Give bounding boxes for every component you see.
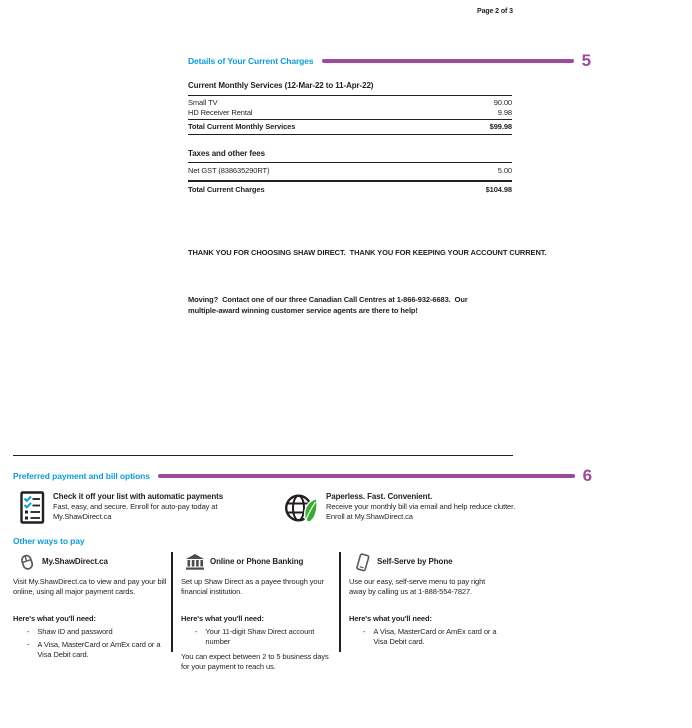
need-block (181, 614, 335, 672)
need-bullet (13, 640, 167, 660)
globe-leaf-icon (284, 491, 318, 525)
paperless-feature (284, 491, 554, 525)
moving-message-line1: Moving? Contact one of our three Canadian Call Centres at 1-866-932-6683. Our (188, 295, 468, 304)
divider (13, 455, 513, 456)
section-marker-5: 5 (581, 51, 591, 70)
grand-total-amount: $104.98 (485, 185, 512, 194)
auto-pay-feature (20, 491, 272, 524)
pay-option-online (13, 552, 167, 659)
column-divider (171, 552, 173, 652)
table-row (188, 166, 512, 176)
mouse-icon (18, 553, 36, 571)
bank-icon (186, 554, 204, 570)
purple-rule-6 (158, 474, 575, 478)
auto-pay-title: Check it off your list with automatic payments (53, 492, 224, 501)
pay-option-body: Visit My.ShawDirect.ca to view and pay your bill online, using all major payment cards. (13, 577, 167, 596)
row-label: Net GST (838635290RT) (188, 166, 270, 175)
need-bullet (13, 627, 167, 637)
moving-message-line2: multiple-award winning customer service agents are there to help! (188, 306, 418, 315)
paperless-title: Paperless. Fast. Convenient. (326, 492, 433, 501)
paperless-line1: Receive your monthly bill via email and help reduce clutter. (326, 502, 516, 511)
checklist-icon (20, 491, 45, 524)
bullet-text: - A Visa, MasterCard or AmEx card or a Visa Debit card. (373, 627, 497, 646)
pay-option-title-row (349, 552, 499, 572)
purple-rule-5 (322, 59, 574, 63)
paperless-line2: Enroll at My.ShawDirect.ca (326, 512, 413, 521)
need-bullet (181, 627, 335, 647)
need-heading: Here's what you'll need: (181, 614, 264, 623)
pay-option-title: Online or Phone Banking (210, 557, 304, 566)
grand-total-row (188, 185, 512, 195)
row-amount: 5.00 (497, 166, 512, 175)
total-amount: $99.98 (489, 122, 512, 131)
divider-thick (188, 180, 512, 182)
bullet-text: - Your 11-digit Shaw Direct account number (205, 627, 315, 646)
row-amount: 9.98 (497, 108, 512, 117)
auto-pay-line2: My.ShawDirect.ca (53, 512, 112, 521)
payments-heading: Preferred payment and bill options (13, 471, 150, 481)
taxes-heading: Taxes and other fees (188, 149, 265, 158)
table-total-row (188, 122, 512, 132)
thank-you-message: THANK YOU FOR CHOOSING SHAW DIRECT. THANK YOU FOR KEEPING YOUR ACCOUNT CURRENT. (188, 248, 547, 257)
divider (188, 119, 512, 120)
monthly-services-heading: Current Monthly Services (12-Mar-22 to 11-Apr-22) (188, 81, 374, 90)
table-row (188, 108, 512, 118)
divider (188, 134, 512, 135)
total-label: Total Current Monthly Services (188, 122, 296, 131)
phone-icon (354, 553, 371, 572)
pay-option-body: Set up Shaw Direct as a payee through your financial institution. (181, 577, 324, 596)
divider (188, 95, 512, 96)
pay-option-title-row (13, 552, 167, 572)
other-ways-heading: Other ways to pay (13, 536, 85, 546)
section-marker-6: 6 (582, 466, 592, 485)
pay-option-title: Self-Serve by Phone (377, 557, 453, 566)
column-divider (339, 552, 341, 652)
pay-option-phone (349, 552, 499, 646)
table-row (188, 98, 512, 108)
bullet-text: - A Visa, MasterCard or AmEx card or a Visa Debit card. (37, 640, 161, 659)
need-bullet (349, 627, 499, 647)
auto-pay-line1: Fast, easy, and secure. Enroll for auto-pay today at (53, 502, 218, 511)
details-heading: Details of Your Current Charges (188, 56, 314, 66)
pay-option-footer: You can expect between 2 to 5 business days for your payment to reach us. (181, 652, 329, 671)
pay-option-banking (181, 552, 335, 671)
row-label: HD Receiver Rental (188, 108, 253, 117)
pay-option-title-row (181, 552, 335, 572)
divider (188, 162, 512, 163)
section-details-header (188, 51, 591, 71)
need-heading: Here's what you'll need: (13, 614, 96, 623)
section-payments-header (13, 466, 592, 486)
bullet-text: - Shaw ID and password (37, 627, 113, 636)
page-number: Page 2 of 3 (477, 8, 513, 15)
need-block (13, 614, 167, 660)
grand-total-label: Total Current Charges (188, 185, 265, 194)
row-label: Small TV (188, 98, 218, 107)
need-heading: Here's what you'll need: (349, 614, 432, 623)
pay-option-body: Use our easy, self-serve menu to pay right away by calling us at 1-888-554-7827. (349, 577, 486, 596)
row-amount: 90.00 (493, 98, 512, 107)
pay-option-title: My.ShawDirect.ca (42, 557, 108, 566)
need-block (349, 614, 499, 647)
